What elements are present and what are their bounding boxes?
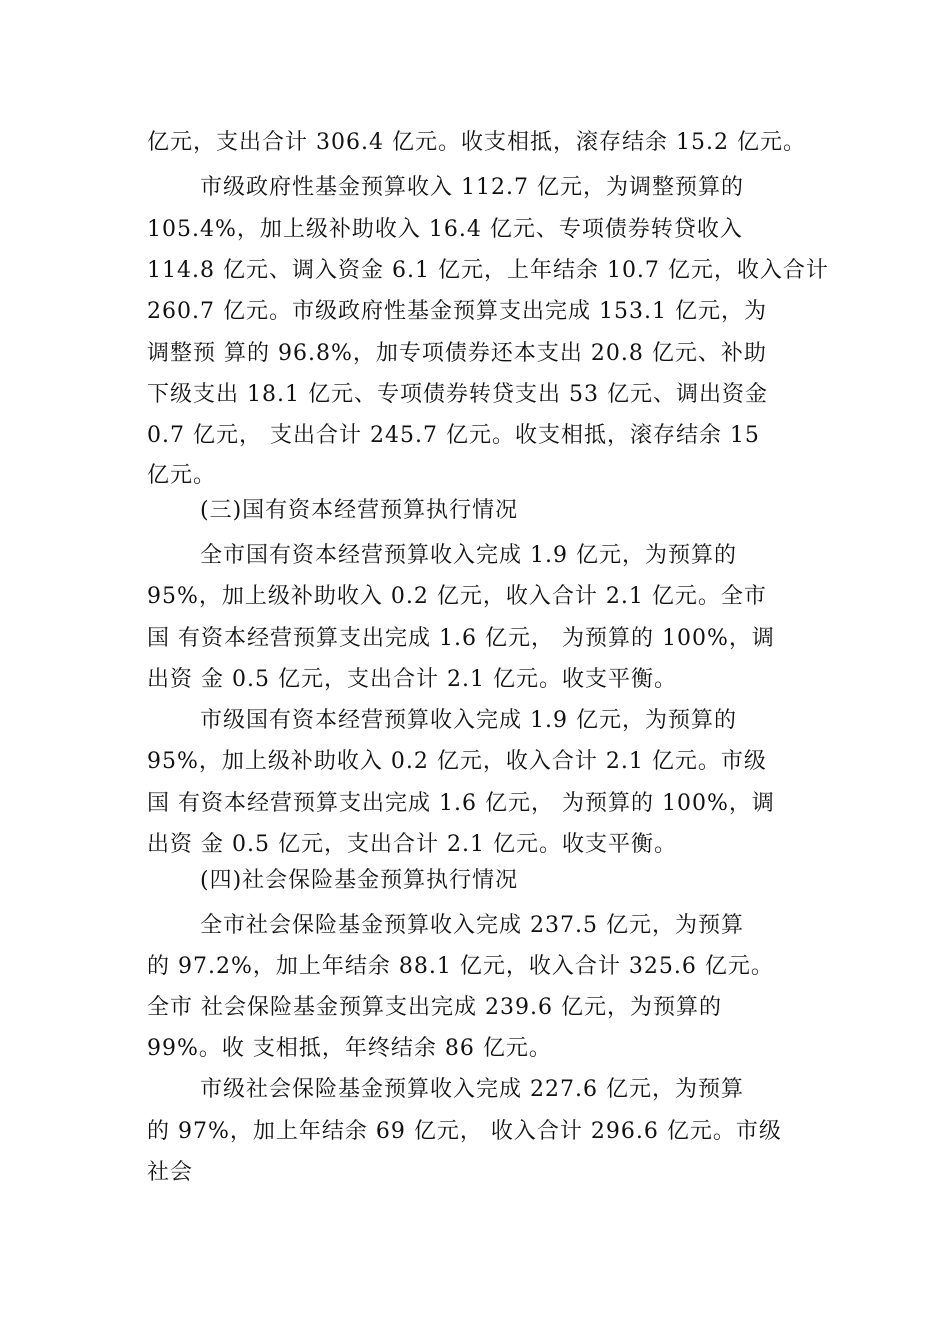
text-line: 亿元，支出合计 306.4 亿元。收支相抵，滚存结余 15.2 亿元。 (147, 130, 806, 155)
text-line: 社会 (147, 1160, 194, 1185)
paragraph-start-line: 市级政府性基金预算收入 112.7 亿元，为调整预算的 (200, 175, 744, 200)
paragraph-start-line: 全市社会保险基金预算收入完成 237.5 亿元，为预算 (200, 913, 744, 938)
text-line: 国 有资本经营预算支出完成 1.6 亿元， 为预算的 100%，调 (147, 791, 775, 816)
text-line: 95%，加上级补助收入 0.2 亿元，收入合计 2.1 亿元。市级 (147, 749, 767, 774)
paragraph-start-line: 市级国有资本经营预算收入完成 1.9 亿元，为预算的 (200, 708, 737, 733)
section-heading: (三)国有资本经营预算执行情况 (200, 498, 519, 523)
text-line: 全市 社会保险基金预算支出完成 239.6 亿元，为预算的 (147, 995, 722, 1020)
text-line: 出资 金 0.5 亿元，支出合计 2.1 亿元。收支平衡。 (147, 832, 677, 857)
text-line: 国 有资本经营预算支出完成 1.6 亿元， 为预算的 100%，调 (147, 626, 775, 651)
text-line: 调整预 算的 96.8%，加专项债券还本支出 20.8 亿元、补助 (147, 341, 767, 366)
text-line: 105.4%，加上级补助收入 16.4 亿元、专项债券转贷收入 (147, 217, 743, 242)
paragraph-start-line: 全市国有资本经营预算收入完成 1.9 亿元，为预算的 (200, 543, 737, 568)
text-line: 下级支出 18.1 亿元、专项债券转贷支出 53 亿元、调出资金 (147, 382, 768, 407)
text-line: 95%，加上级补助收入 0.2 亿元，收入合计 2.1 亿元。全市 (147, 584, 767, 609)
text-line: 的 97.2%，加上年结余 88.1 亿元，收入合计 325.6 亿元。 (147, 954, 774, 979)
text-line: 亿元。 (147, 463, 217, 488)
paragraph-start-line: 市级社会保险基金预算收入完成 227.6 亿元，为预算 (200, 1077, 744, 1102)
text-line: 的 97%，加上年结余 69 亿元， 收入合计 296.6 亿元。市级 (147, 1119, 782, 1144)
text-line: 出资 金 0.5 亿元，支出合计 2.1 亿元。收支平衡。 (147, 667, 677, 692)
text-line: 99%。收 支相抵，年终结余 86 亿元。 (147, 1036, 552, 1061)
section-heading: (四)社会保险基金预算执行情况 (200, 868, 519, 893)
text-line: 0.7 亿元， 支出合计 245.7 亿元。收支相抵，滚存结余 15 (147, 423, 760, 448)
text-line: 114.8 亿元、调入资金 6.1 亿元，上年结余 10.7 亿元，收入合计 (147, 258, 829, 283)
text-line: 260.7 亿元。市级政府性基金预算支出完成 153.1 亿元，为 (147, 299, 767, 324)
